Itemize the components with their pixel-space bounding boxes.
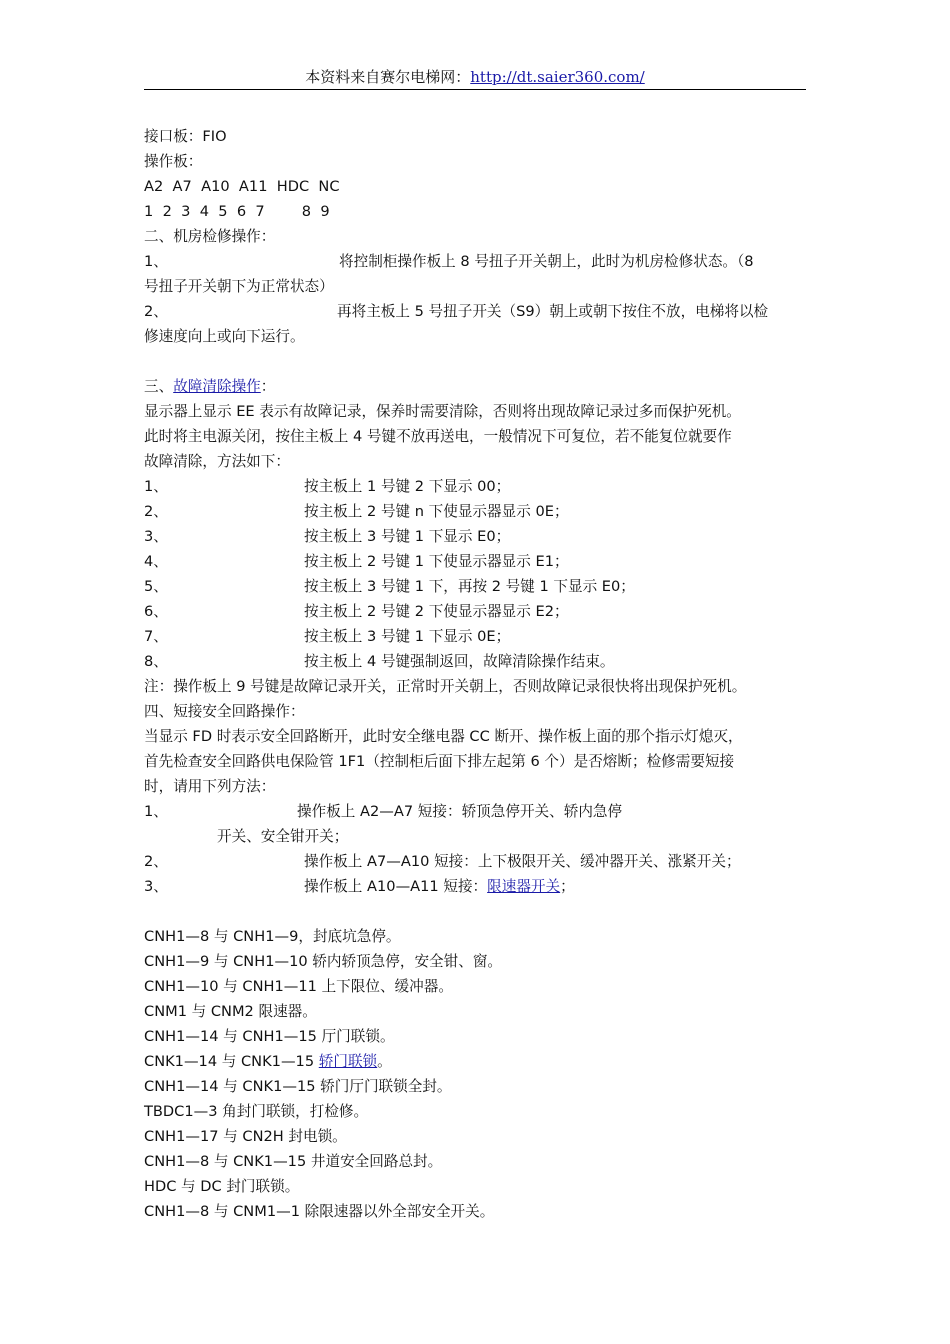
fault-para-line: 故障清除，方法如下： [144,453,290,470]
connection-line: CNH1—14 与 CNK1—15 轿门厅门联锁全封。 [144,1078,452,1095]
connection-line: TBDC1—3 角封门联锁，打检修。 [144,1103,369,1120]
fault-step [144,574,812,599]
connection-suffix: 。 [377,1053,392,1070]
step-number: 2、 [144,503,168,520]
step-text: 按主板上 3 号键 1 下，再按 2 号键 1 下显示 E0； [304,578,635,595]
step-text: 操作板上 A10—A11 短接： [304,878,488,895]
step-number: 3、 [144,528,168,545]
interface-board-line: 接口板：FIO [144,128,227,145]
panel-line: 操作板： [144,153,203,170]
connection-line: CNH1—9 与 CNH1—10 轿内轿顶急停，安全钳、窗。 [144,953,503,970]
step-number: 1、 [144,478,168,495]
step-number: 1、 [144,803,168,820]
car-door-interlock-link[interactable]: 轿门联锁 [318,1053,378,1070]
header-rule [144,89,806,90]
step-text: 按主板上 4 号键强制返回，故障清除操作结束。 [304,653,615,670]
header-prefix: 本资料来自赛尔电梯网： [305,68,471,86]
fault-step [144,649,812,674]
step-text: 操作板上 A7—A10 短接：上下极限开关、缓冲器开关、涨紧开关； [304,853,741,870]
step-text: 按主板上 2 号键 1 下使显示器显示 E1； [304,553,569,570]
header-link[interactable]: http://dt.saier360.com/ [470,68,645,86]
step-number: 3、 [144,878,168,895]
fault-clear-link[interactable]: 故障清除操作 [173,378,261,395]
fault-step [144,524,812,549]
machine-room-step-1 [144,249,812,274]
machine-room-step-2 [144,299,812,324]
connection-line: CNH1—8 与 CNH1—9，封底坑急停。 [144,928,401,945]
step-text: 将控制柜操作板上 8 号扭子开关朝上，此时为机房检修状态。（8 [339,253,754,270]
fault-step [144,474,812,499]
fault-para-line: 此时将主电源关闭，按住主板上 4 号键不放再送电，一般情况下可复位，若不能复位就要作 [144,428,732,445]
step-text: 再将主板上 5 号扭子开关（S9）朝上或朝下按住不放，电梯将以检 [337,303,769,320]
fault-clear-heading [144,374,812,399]
step-number: 8、 [144,653,168,670]
step-text: 按主板上 2 号键 2 下使显示器显示 E2； [304,603,569,620]
short-circuit-heading: 四、短接安全回路操作： [144,703,305,720]
step-number: 5、 [144,578,168,595]
step-text: 按主板上 3 号键 1 下显示 E0； [304,528,511,545]
step-number: 6、 [144,603,168,620]
short-para-line: 时，请用下列方法： [144,778,276,795]
fault-step [144,599,812,624]
panel-labels: A2 A7 A10 A11 HDC NC [144,178,340,195]
connection-line-car-door [144,1049,812,1074]
fault-step [144,549,812,574]
fault-note: 注：操作板上 9 号键是故障记录开关，正常时开关朝上，否则故障记录很快将出现保护死机。 [144,678,747,695]
connection-line: CNM1 与 CNM2 限速器。 [144,1003,317,1020]
short-step-1-cont [144,824,812,849]
page-header [144,66,806,88]
machine-room-step-1-cont: 号扭子开关朝下为正常状态） [144,278,334,295]
machine-room-step-2-cont: 修速度向上或向下运行。 [144,328,305,345]
document-body [144,124,812,1224]
step-suffix: ； [560,878,575,895]
step-text: 按主板上 2 号键 n 下使显示器显示 0E； [304,503,569,520]
fault-step [144,499,812,524]
short-step-2 [144,849,812,874]
connection-line: HDC 与 DC 封门联锁。 [144,1178,300,1195]
fault-step [144,624,812,649]
step-number: 4、 [144,553,168,570]
connection-line: CNH1—14 与 CNH1—15 厅门联锁。 [144,1028,395,1045]
step-text: 操作板上 A2—A7 短接：轿顶急停开关、轿内急停 [297,803,623,820]
step-text: 按主板上 1 号键 2 下显示 00； [304,478,511,495]
panel-numbers: 1 2 3 4 5 6 7 8 9 [144,203,330,220]
fault-para-line: 显示器上显示 EE 表示有故障记录，保养时需要清除，否则将出现故障记录过多而保护死机。 [144,403,741,420]
step-number: 1、 [144,253,168,270]
connection-line: CNH1—10 与 CNH1—11 上下限位、缓冲器。 [144,978,453,995]
spacer [144,349,812,374]
short-step-3 [144,874,812,899]
spacer [144,899,812,924]
step-text: 按主板上 3 号键 1 下显示 0E； [304,628,511,645]
speed-limiter-link[interactable]: 限速器开关 [487,878,561,895]
step-number: 7、 [144,628,168,645]
step-text: 开关、安全钳开关； [217,828,349,845]
short-step-1 [144,799,812,824]
short-para-line: 首先检查安全回路供电保险管 1F1（控制柜后面下排左起第 6 个）是否熔断；检修需要短接 [144,753,735,770]
machine-room-heading: 二、机房检修操作： [144,228,276,245]
connection-line: CNH1—17 与 CN2H 封电锁。 [144,1128,347,1145]
short-para-line: 当显示 FD 时表示安全回路断开，此时安全继电器 CC 断开、操作板上面的那个指示灯熄灭， [144,728,743,745]
connection-line: CNH1—8 与 CNK1—15 井道安全回路总封。 [144,1153,443,1170]
connection-prefix: CNK1—14 与 CNK1—15 [144,1053,319,1070]
heading-prefix: 三、 [144,378,174,395]
connection-line: CNH1—8 与 CNM1—1 除限速器以外全部安全开关。 [144,1203,495,1220]
heading-suffix: ： [260,378,276,395]
step-number: 2、 [144,303,168,320]
step-number: 2、 [144,853,168,870]
